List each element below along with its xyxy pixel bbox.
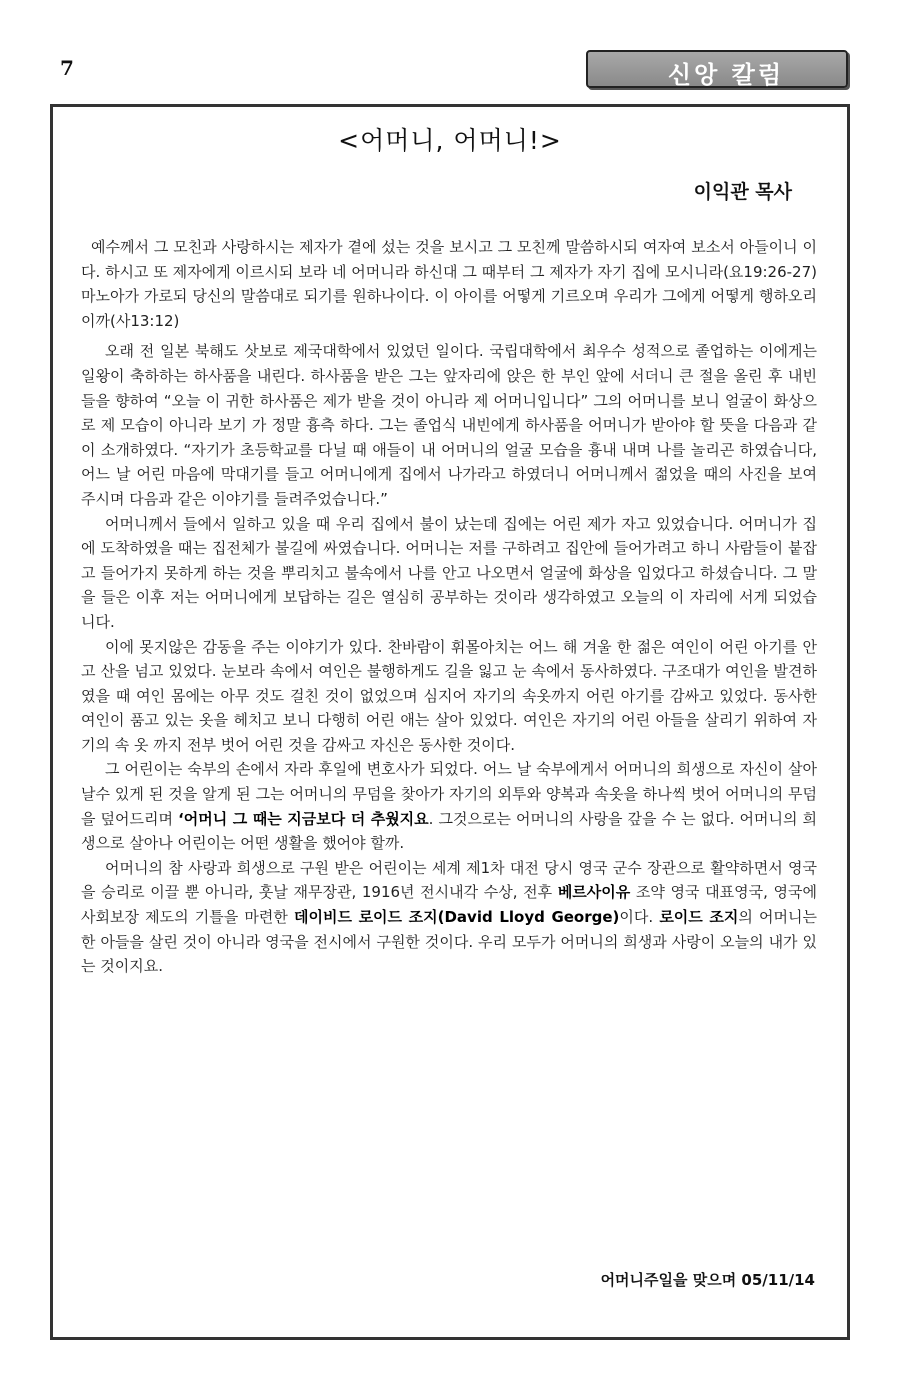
article-frame: [50, 104, 850, 1340]
scripture-passage: 예수께서 그 모친과 사랑하시는 제자가 곁에 섰는 것을 보시고 그 모친께 말씀하시되 여자여 보소서 아들이니 이다. 하시고 또 제자에게 이르시되 보라 네 어머니라 하신대 그 때부터 그 제자가 자기 집에 모시니라(요19:26-27) 마노아가 가로되 당신의 말씀대로 되기를 원하나이다. 이 아이를 어떻게 기르오며 우리가 그에게 어떻게 행하오리이까(사13:12): [81, 238, 817, 330]
article-title: <어머니, 어머니!>: [338, 126, 562, 155]
paragraph-4-text-b: . 그것으로는 어머니의 사랑을 갚을 수 는 없다. 어머니의 희생으로 살아나 어린이는 어떤 생활을 했어야 할까.: [81, 809, 817, 853]
section-tab-label: 신앙 칼럼: [667, 61, 784, 89]
paragraph-5-text-d: 의 어머니는 한 아들을 살린 것이 아니라 영국을 전시에서 구원한 것이다. 우리 모두가 어머니의 희생과 사랑이 오늘의 내가 있는 것이지요.: [81, 908, 817, 976]
paragraph-5: [81, 856, 817, 979]
paragraph-5-text-b: 조약 영국 대표영국, 영국에 사회보장 제도의 기틀을 마련한: [81, 883, 817, 927]
paragraph-2: 어머니께서 들에서 일하고 있을 때 우리 집에서 불이 났는데 집에는 어린 제가 자고 있었습니다. 어머니가 집에 도착하였을 때는 집전체가 불길에 싸였습니다. 어머니는 저를 구하려고 집안에 들어가려고 하니 사람들이 붙잡고 들어가지 못하게 하는 것을 뿌리치고 불속에서 나를 안고 나오면서 얼굴에 화상을 입었다고 하셨습니다. 그 말을 들은 이후 저는 어머니에게 보답하는 길은 열심히 공부하는 것이라 생각하였고 오늘의 이 자리에 서게 되었습니다.: [81, 514, 817, 631]
paragraph-5-text-a: 어머니의 참 사랑과 희생으로 구원 받은 어린이는 세계 제1차 대전 당시 영국 군수 장관으로 활약하면서 영국을 승리로 이끌 뿐 아니라, 훗날 재무장관, 1916년 전시내각 수상, 전후: [81, 858, 817, 902]
section-tab: [586, 50, 848, 88]
paragraph-3: 이에 못지않은 감동을 주는 이야기가 있다. 찬바람이 휘몰아치는 어느 해 겨울 한 젊은 여인이 어린 아기를 안고 산을 넘고 있었다. 눈보라 속에서 여인은 불행하게도 길을 잃고 눈 속에서 동사하였다. 구조대가 여인을 발견하였을 때 여인 몸에는 아무 것도 걸친 것이 없었으며 심지어 자기의 속옷까지 어린 아기를 감싸고 있었다. 동사한 여인이 품고 있는 옷을 헤치고 보니 다행히 어린 애는 살아 있었다. 여인은 자기의 어린 아들을 살리기 위하여 자기의 속 옷 까지 전부 벗어 어린 것을 감싸고 자신은 동사한 것이다.: [81, 637, 817, 754]
paragraph-4-emphasis: ‘어머니 그 때는 지금보다 더 추웠지요: [178, 809, 429, 828]
article-author: 이익관 목사: [693, 181, 792, 203]
paragraph-4-text-a: 그 어린이는 숙부의 손에서 자라 후일에 변호사가 되었다. 어느 날 숙부에게서 어머니의 희생으로 자신이 살아 날수 있게 된 것을 알게 된 그는 어머니의 무덤을 찾아가 자기의 외투와 양복과 속옷을 하나씩 벗어 어머니의 무덤을 덮어드리며: [81, 760, 817, 828]
paragraph-5-emphasis-b: 데이비드 로이드 조지(David Lloyd George): [294, 908, 620, 927]
paragraph-5-text-c: 이다.: [619, 908, 660, 927]
footer-note: 어머니주일을 맞으며 05/11/14: [600, 1271, 815, 1289]
paragraph-5-emphasis-c: 로이드 조지: [659, 908, 739, 927]
paragraph-1: 오래 전 일본 북해도 삿보로 제국대학에서 있었던 일이다. 국립대학에서 최우수 성적으로 졸업하는 이에게는 일왕이 축하하는 하사품을 내린다. 하사품을 받은 그는 앞자리에 앉은 한 부인 앞에 서더니 큰 절을 올린 후 내빈들을 향하여 “오늘 이 귀한 하사품은 제가 받을 것이 아니라 제 어머니입니다” 그의 어머니를 보니 얼굴이 화상으로 제 모습이 아니라 보기 가 정말 흉측 하다. 그는 졸업식 내빈에게 하사품을 어머니가 받아야 할 뜻을 다음과 같이 소개하였다. “자기가 초등학교를 다닐 때 애들이 내 어머니의 얼굴 모습을 흉내 내며 나를 놀리곤 하였습니다, 어느 날 어린 마음에 막대기를 들고 어머니에게 집에서 나가라고 하였더니 어머니께서 젊었을 때의 사진을 보여 주시며 다음과 같은 이야기를 들려주었습니다.”: [81, 342, 817, 508]
paragraph-5-emphasis-a: 베르사이유: [557, 883, 631, 902]
article-body: [81, 235, 817, 979]
page-number: 7: [60, 56, 74, 80]
paragraph-4: [81, 757, 817, 855]
